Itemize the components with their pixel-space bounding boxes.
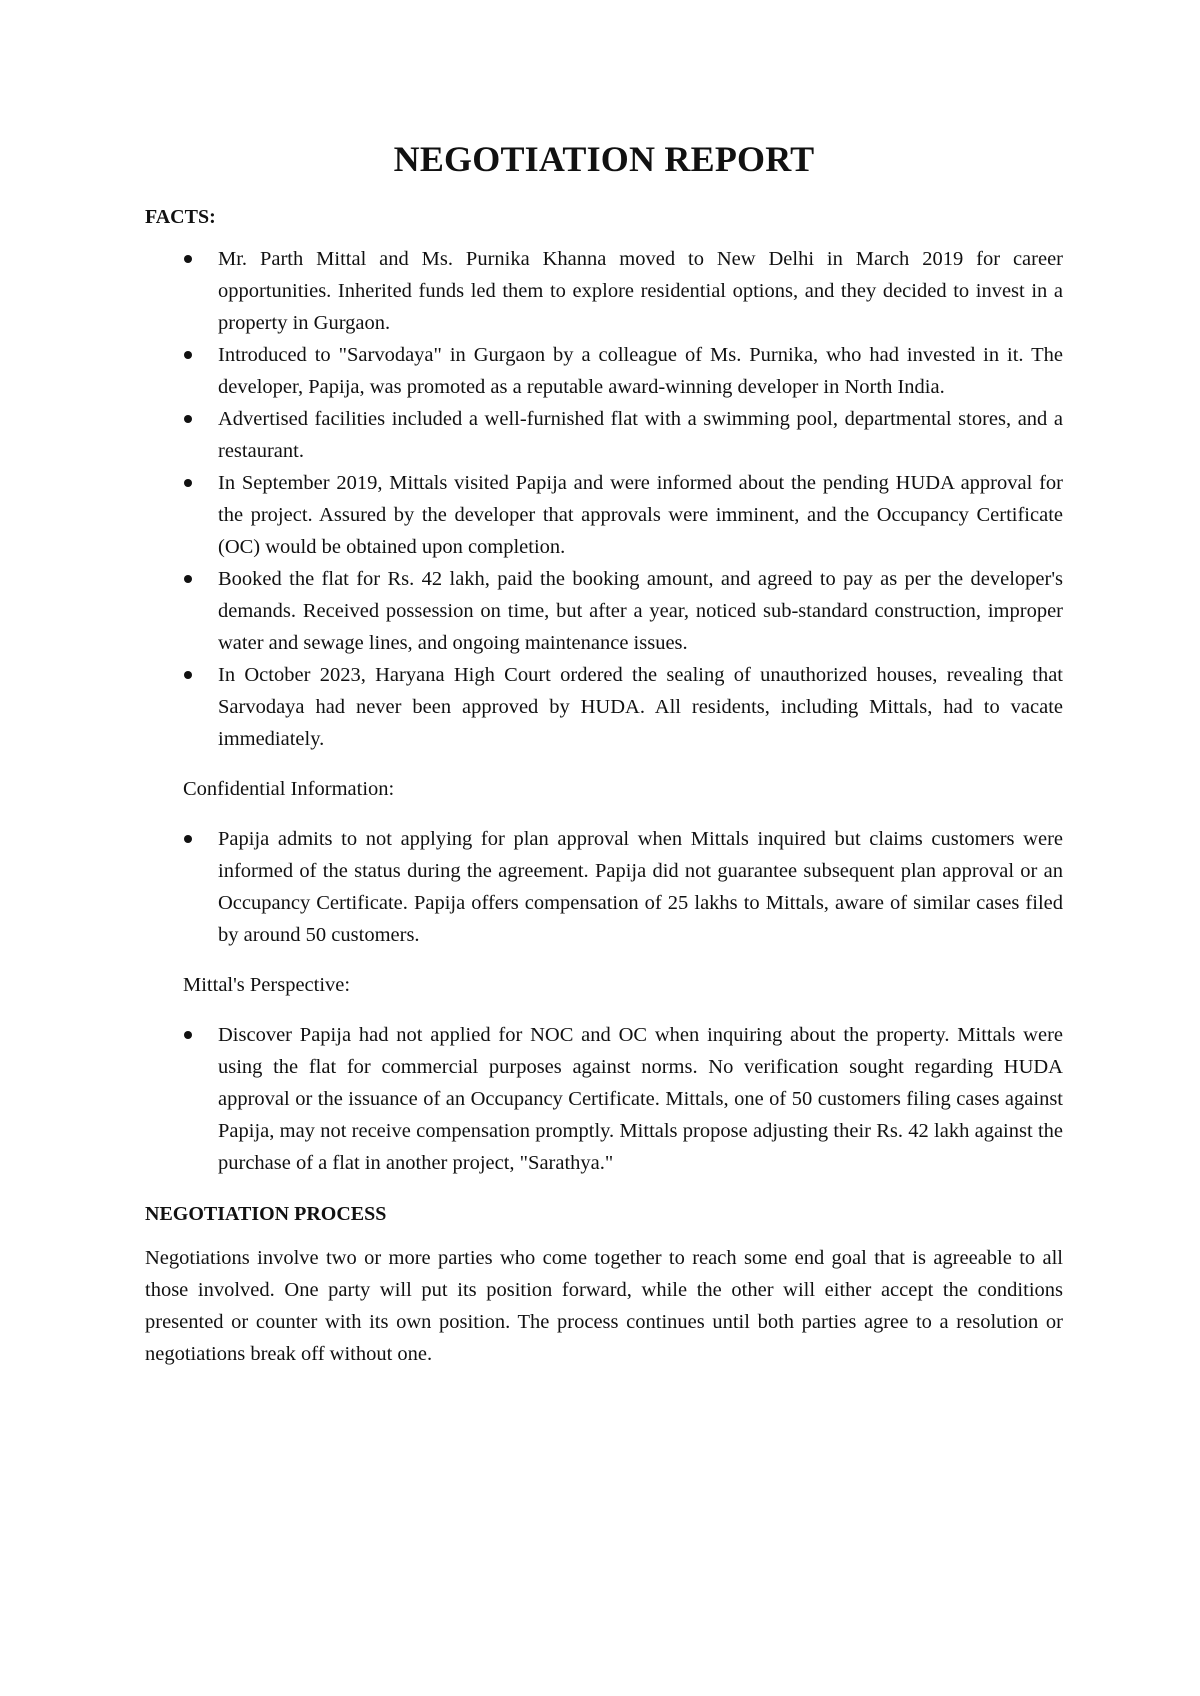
- list-item-text: Papija admits to not applying for plan approval when Mittals inquired but claims customers were informed of the status during the agreement. Papija did not guarantee subsequent plan approval or an Occupancy Certificate. Papija offers compensation of 25 lakhs to Mittals, aware of similar cases filed by around 50 customers.: [218, 828, 1063, 946]
- facts-list: [145, 243, 1063, 755]
- list-item: [145, 243, 1063, 339]
- list-item-text: In September 2019, Mittals visited Papija and were informed about the pending HUDA approval for the project. Assured by the developer that approvals were imminent, and the Occupancy Certificate (OC) would be obtained upon completion.: [218, 472, 1063, 558]
- bullet-icon: [184, 479, 192, 487]
- list-item-text: Advertised facilities included a well-furnished flat with a swimming pool, departmental stores, and a restaurant.: [218, 408, 1063, 462]
- perspective-heading: Mittal's Perspective:: [183, 974, 351, 996]
- list-item: [145, 659, 1063, 755]
- bullet-icon: [184, 1031, 192, 1039]
- negotiation-process-paragraph: Negotiations involve two or more parties who come together to reach some end goal that is agreeable to all those involved. One party will put its position forward, while the other will either accept the conditions presented or counter with its own position. The process continues until both parties agree to a resolution or negotiations break off without one.: [145, 1247, 1063, 1365]
- bullet-icon: [184, 671, 192, 679]
- list-item-text: In October 2023, Haryana High Court ordered the sealing of unauthorized houses, revealing that Sarvodaya had never been approved by HUDA. All residents, including Mittals, had to vacate immediately.: [218, 664, 1063, 750]
- document-page: [145, 138, 1063, 1370]
- list-item-text: Introduced to "Sarvodaya" in Gurgaon by a colleague of Ms. Purnika, who had invested in it. The developer, Papija, was promoted as a reputable award-winning developer in North India.: [218, 344, 1063, 398]
- confidential-list: [145, 823, 1063, 951]
- bullet-icon: [184, 575, 192, 583]
- list-item: [145, 467, 1063, 563]
- list-item: [145, 339, 1063, 403]
- document-title: NEGOTIATION REPORT: [393, 139, 815, 179]
- list-item-text: Mr. Parth Mittal and Ms. Purnika Khanna moved to New Delhi in March 2019 for career opportunities. Inherited funds led them to explore residential options, and they decided to invest in a property in Gurgaon.: [218, 248, 1063, 334]
- perspective-list: [145, 1019, 1063, 1179]
- list-item-text: Booked the flat for Rs. 42 lakh, paid the booking amount, and agreed to pay as per the developer's demands. Received possession on time, but after a year, noticed sub-standard construction, improper water and sewage lines, and ongoing maintenance issues.: [218, 568, 1063, 654]
- list-item: [145, 403, 1063, 467]
- list-item: [145, 823, 1063, 951]
- facts-heading: FACTS:: [145, 206, 216, 228]
- bullet-icon: [184, 415, 192, 423]
- bullet-icon: [184, 351, 192, 359]
- bullet-icon: [184, 255, 192, 263]
- list-item: [145, 1019, 1063, 1179]
- confidential-heading: Confidential Information:: [183, 778, 395, 800]
- list-item: [145, 563, 1063, 659]
- list-item-text: Discover Papija had not applied for NOC and OC when inquiring about the property. Mittals were using the flat for commercial purposes against norms. No verification sought regarding HUDA approval or the issuance of an Occupancy Certificate. Mittals, one of 50 customers filing cases against Papija, may not receive compensation promptly. Mittals propose adjusting their Rs. 42 lakh against the purchase of a flat in another project, "Sarathya.": [218, 1024, 1063, 1174]
- bullet-icon: [184, 835, 192, 843]
- negotiation-process-heading: NEGOTIATION PROCESS: [145, 1203, 387, 1225]
